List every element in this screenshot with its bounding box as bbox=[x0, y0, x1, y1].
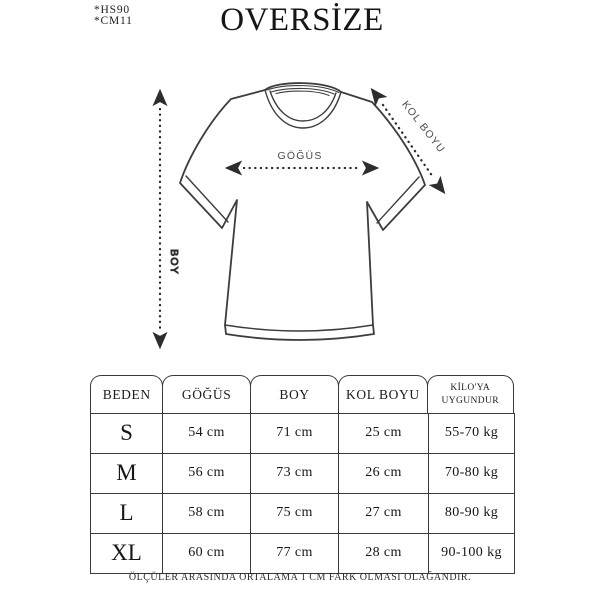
arrowhead-down-icon bbox=[154, 333, 167, 348]
header-kiloya-uygundur: KİLO'YA UYGUNDUR bbox=[427, 375, 514, 413]
footnote: ÖLÇÜLER ARASINDA ORTALAMA 1 CM FARK OLMASI OLAĞANDIR. bbox=[128, 572, 472, 583]
length-cell: 77 cm bbox=[251, 533, 339, 573]
length-arrow bbox=[154, 90, 181, 348]
size-cell: L bbox=[91, 493, 163, 533]
header-gogus: GÖĞÜS bbox=[162, 375, 251, 413]
header-beden: BEDEN bbox=[90, 375, 163, 413]
product-code-1: *HS90 bbox=[94, 4, 130, 16]
chest-label: GÖĞÜS bbox=[277, 150, 323, 162]
size-cell: M bbox=[91, 453, 163, 493]
chest-cell: 58 cm bbox=[163, 493, 251, 533]
length-cell: 71 cm bbox=[251, 414, 339, 454]
sleeve-cell: 27 cm bbox=[339, 493, 429, 533]
sleeve-cell: 25 cm bbox=[339, 414, 429, 454]
chest-cell: 60 cm bbox=[163, 533, 251, 573]
page-title: OVERSİZE bbox=[220, 2, 384, 38]
length-cell: 73 cm bbox=[251, 453, 339, 493]
weight-cell: 70-80 kg bbox=[429, 453, 515, 493]
chest-cell: 56 cm bbox=[163, 453, 251, 493]
sleeve-cell: 28 cm bbox=[339, 533, 429, 573]
length-cell: 75 cm bbox=[251, 493, 339, 533]
size-cell: XL bbox=[91, 533, 163, 573]
weight-cell: 55-70 kg bbox=[429, 414, 515, 454]
product-code-2: *CM11 bbox=[94, 14, 133, 27]
arrowhead-up-icon bbox=[154, 90, 167, 105]
table-row-m bbox=[91, 453, 515, 493]
sleeve-label: KOL BOYU bbox=[399, 98, 448, 156]
length-label: BOY bbox=[168, 249, 180, 275]
tshirt-measurement-diagram bbox=[140, 55, 470, 365]
size-table-header bbox=[90, 375, 514, 413]
size-table-body bbox=[90, 413, 515, 574]
table-row-xl bbox=[91, 533, 515, 573]
arrowhead-downright-icon bbox=[430, 177, 449, 197]
header-boy: BOY bbox=[250, 375, 339, 413]
header-kol-boyu: KOL BOYU bbox=[338, 375, 428, 413]
chest-cell: 54 cm bbox=[163, 414, 251, 454]
weight-cell: 80-90 kg bbox=[429, 493, 515, 533]
sleeve-cell: 26 cm bbox=[339, 453, 429, 493]
table-row-s bbox=[91, 414, 515, 454]
size-cell: S bbox=[91, 414, 163, 454]
tshirt-outline bbox=[180, 83, 425, 340]
weight-cell: 90-100 kg bbox=[429, 533, 515, 573]
size-table bbox=[90, 375, 514, 574]
table-row-l bbox=[91, 493, 515, 533]
